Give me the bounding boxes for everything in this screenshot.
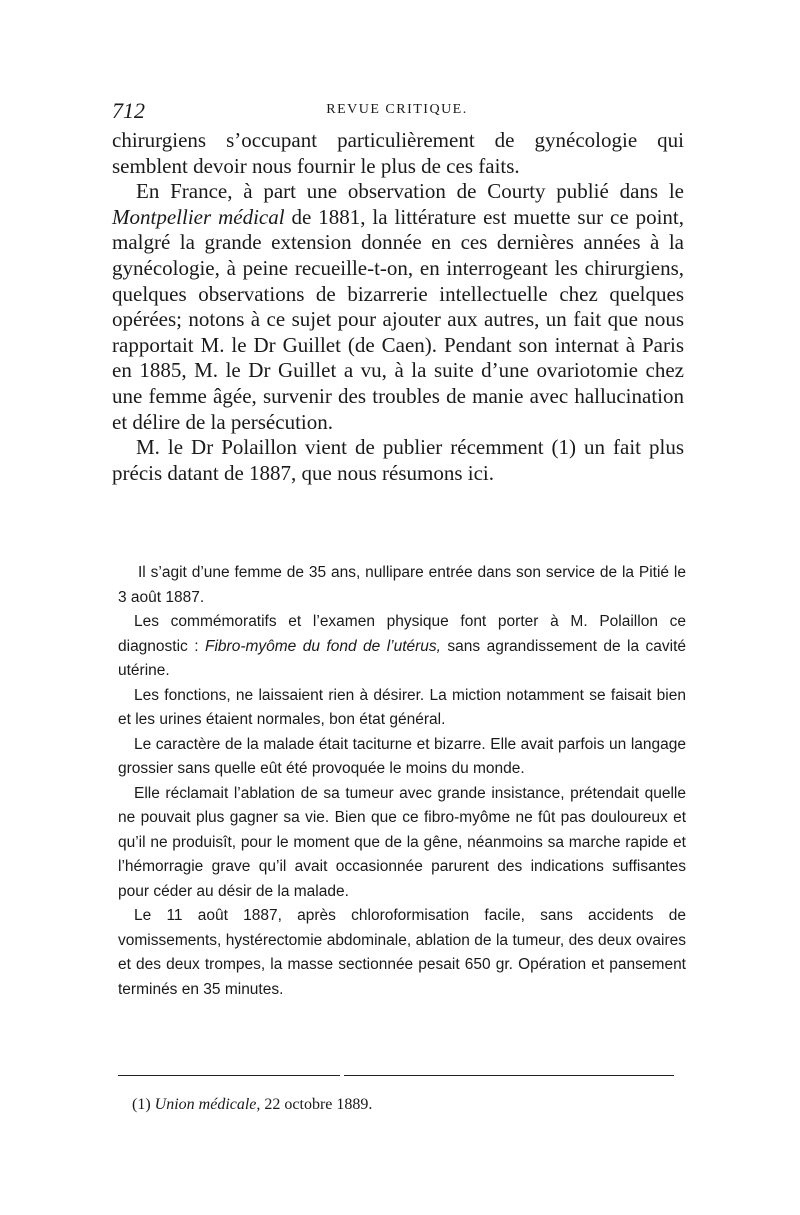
observation-paragraph: Il s’agit d’une femme de 35 ans, nullipare entrée dans son service de la Pitié le 3 août 1887. (118, 564, 686, 606)
paragraph: M. le Dr Polaillon vient de publier récemment (1) un fait plus précis datant de 1887, que nous résumons ici. (112, 435, 684, 485)
footnote-date: 22 octobre 1889. (260, 1096, 373, 1113)
footnote (132, 1096, 372, 1114)
text-run: de 1881, la littérature est muette sur ce point, malgré la grande extension donnée en ces dernières années à la gynécologie, à peine recueille-t-on, en interrogeant les chirurgiens, quelques observations de bizarrerie intellectuelle chez quelques opérées; notons à ce sujet pour ajouter aux autres, un fait que nous rapportait M. le Dr Guillet (de Caen). Pendant son internat à Paris en 1885, M. le Dr Guillet a vu, à la suite d’une ovariotomie chez une femme âgée, survenir des troubles de manie avec hallucination et délire de la persécution. (112, 204, 685, 434)
observation-paragraph: Elle réclamait l’ablation de sa tumeur avec grande insistance, prétendait quelle ne pouvait plus gagner sa vie. Bien que ce fibro-myôme ne fût pas douloureux et qu’il ne produisît, pour le moment que de la gêne, néanmoins sa marche rapide et l’hémorragie grave qu’il avait occasionnée parurent des indications suffisantes pour céder au désir de la malade. (118, 784, 686, 900)
diagnosis: Fibro-myôme du fond de l’utérus, (205, 637, 441, 655)
text-run: Les commémoratifs et l’examen physique font porter à M. Polaillon ce diagnostic : (118, 613, 686, 655)
observation-paragraph: Le 11 août 1887, après chloroformisation facile, sans accidents de vomissements, hystérectomie abdominale, ablation de la tumeur, des deux ovaires et des deux trompes, la masse sectionnée pesait 650 gr. Opération et pansement terminés en 35 minutes. (118, 907, 686, 998)
journal-title: Montpellier médical (112, 204, 285, 229)
footnote-marker: (1) (132, 1096, 151, 1113)
text-run: En France, à part une observation de Courty publié dans le (136, 179, 684, 204)
paragraph: chirurgiens s’occupant particulièrement de gynécologie qui semblent devoir nous fournir le plus de ces faits. (112, 128, 684, 178)
running-title: REVUE CRITIQUE. (326, 102, 468, 117)
text-run: sans agrandissement de la cavité utérine. (118, 637, 687, 679)
footnote-rule (118, 1075, 340, 1076)
page-header (112, 98, 682, 124)
observation-paragraph: Le caractère de la malade était taciturne et bizarre. Elle avait parfois un langage grossier sans quelle eût été provoquée le moins du monde. (118, 735, 686, 777)
paragraph (112, 179, 684, 435)
footnote-rule (344, 1075, 674, 1076)
observation-paragraph (118, 610, 686, 684)
main-text (112, 128, 684, 486)
page-number: 712 (112, 98, 145, 123)
observation-paragraph: Les fonctions, ne laissaient rien à désirer. La miction notamment se faisait bien et les urines étaient normales, bon état général. (118, 686, 686, 728)
footnote-journal: Union médicale, (154, 1096, 261, 1113)
case-observation (118, 561, 686, 1002)
